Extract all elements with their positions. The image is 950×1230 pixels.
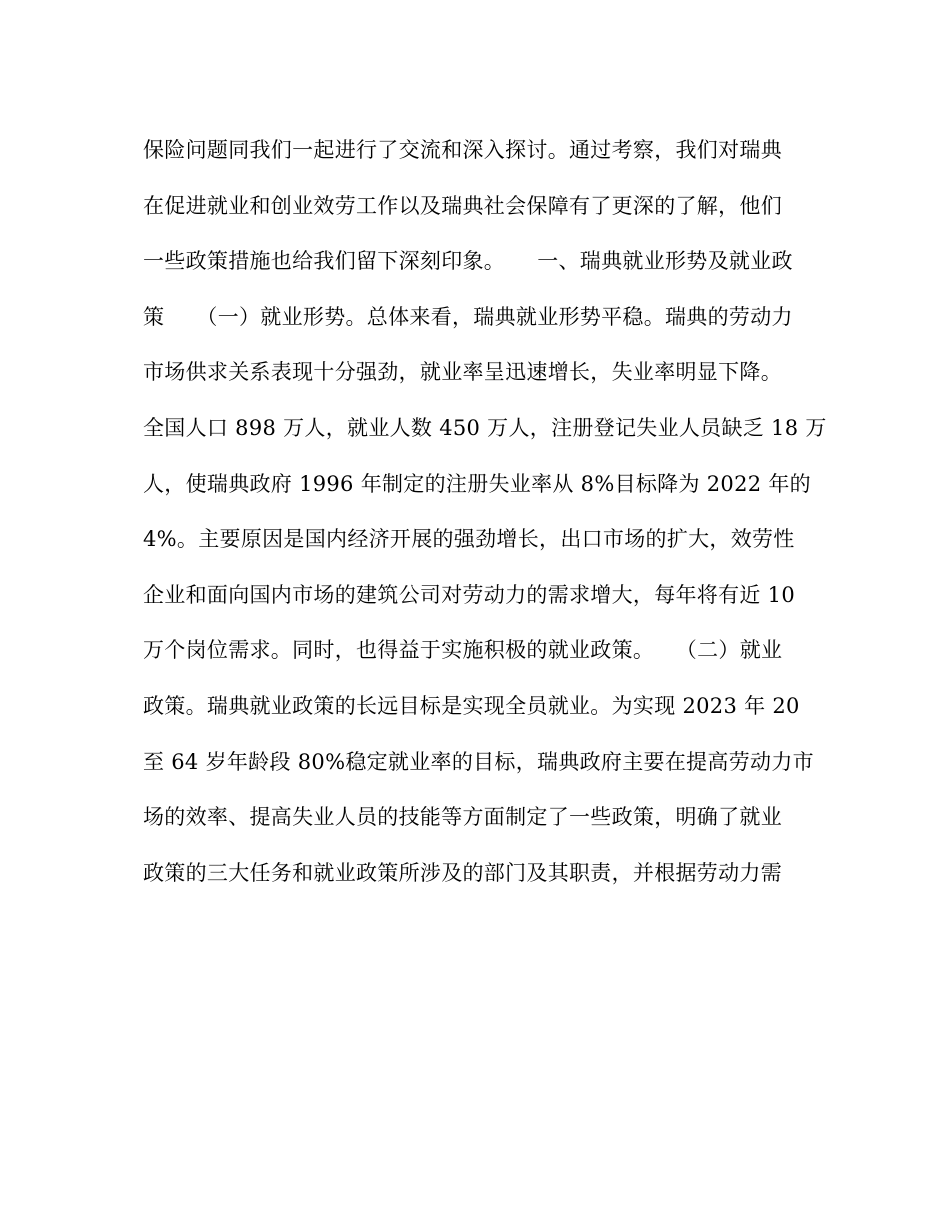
text-line: 在促进就业和创业效劳工作以及瑞典社会保障有了更深的了解，他们 <box>143 193 782 218</box>
text-line: 场的效率、提高失业人员的技能等方面制定了一些政策，明确了就业 <box>143 805 782 830</box>
text-line: 全国人口 898 万人，就业人数 450 万人，注册登记失业人员缺乏 18 万 <box>143 415 827 440</box>
text-line: 政策。瑞典就业政策的长远目标是实现全员就业。为实现 2023 年 20 <box>143 693 800 718</box>
text-line: 万个岗位需求。同时，也得益于实施积极的就业政策。 （二）就业 <box>143 638 783 663</box>
text-line: 策 （一）就业形势。总体来看，瑞典就业形势平稳。瑞典的劳动力 <box>143 304 793 329</box>
text-line: 保险问题同我们一起进行了交流和深入探讨。通过考察，我们对瑞典 <box>143 138 782 162</box>
text-line: 至 64 岁年龄段 80%稳定就业率的目标，瑞典政府主要在提高劳动力市 <box>143 749 814 774</box>
text-line: 政策的三大任务和就业政策所涉及的部门及其职责，并根据劳动力需 <box>143 860 782 885</box>
text-line: 一些政策措施也给我们留下深刻印象。 一、瑞典就业形势及就业政 <box>143 249 793 274</box>
text-line: 人，使瑞典政府 1996 年制定的注册失业率从 8%目标降为 2022 年的 <box>143 471 811 496</box>
body-text <box>143 123 827 901</box>
text-line: 4%。主要原因是国内经济开展的强劲增长，出口市场的扩大，效劳性 <box>143 527 795 552</box>
text-line: 企业和面向国内市场的建筑公司对劳动力的需求增大，每年将有近 10 <box>143 582 795 607</box>
text-line: 市场供求关系表现十分强劲，就业率呈迅速增长，失业率明显下降。 <box>143 360 782 385</box>
